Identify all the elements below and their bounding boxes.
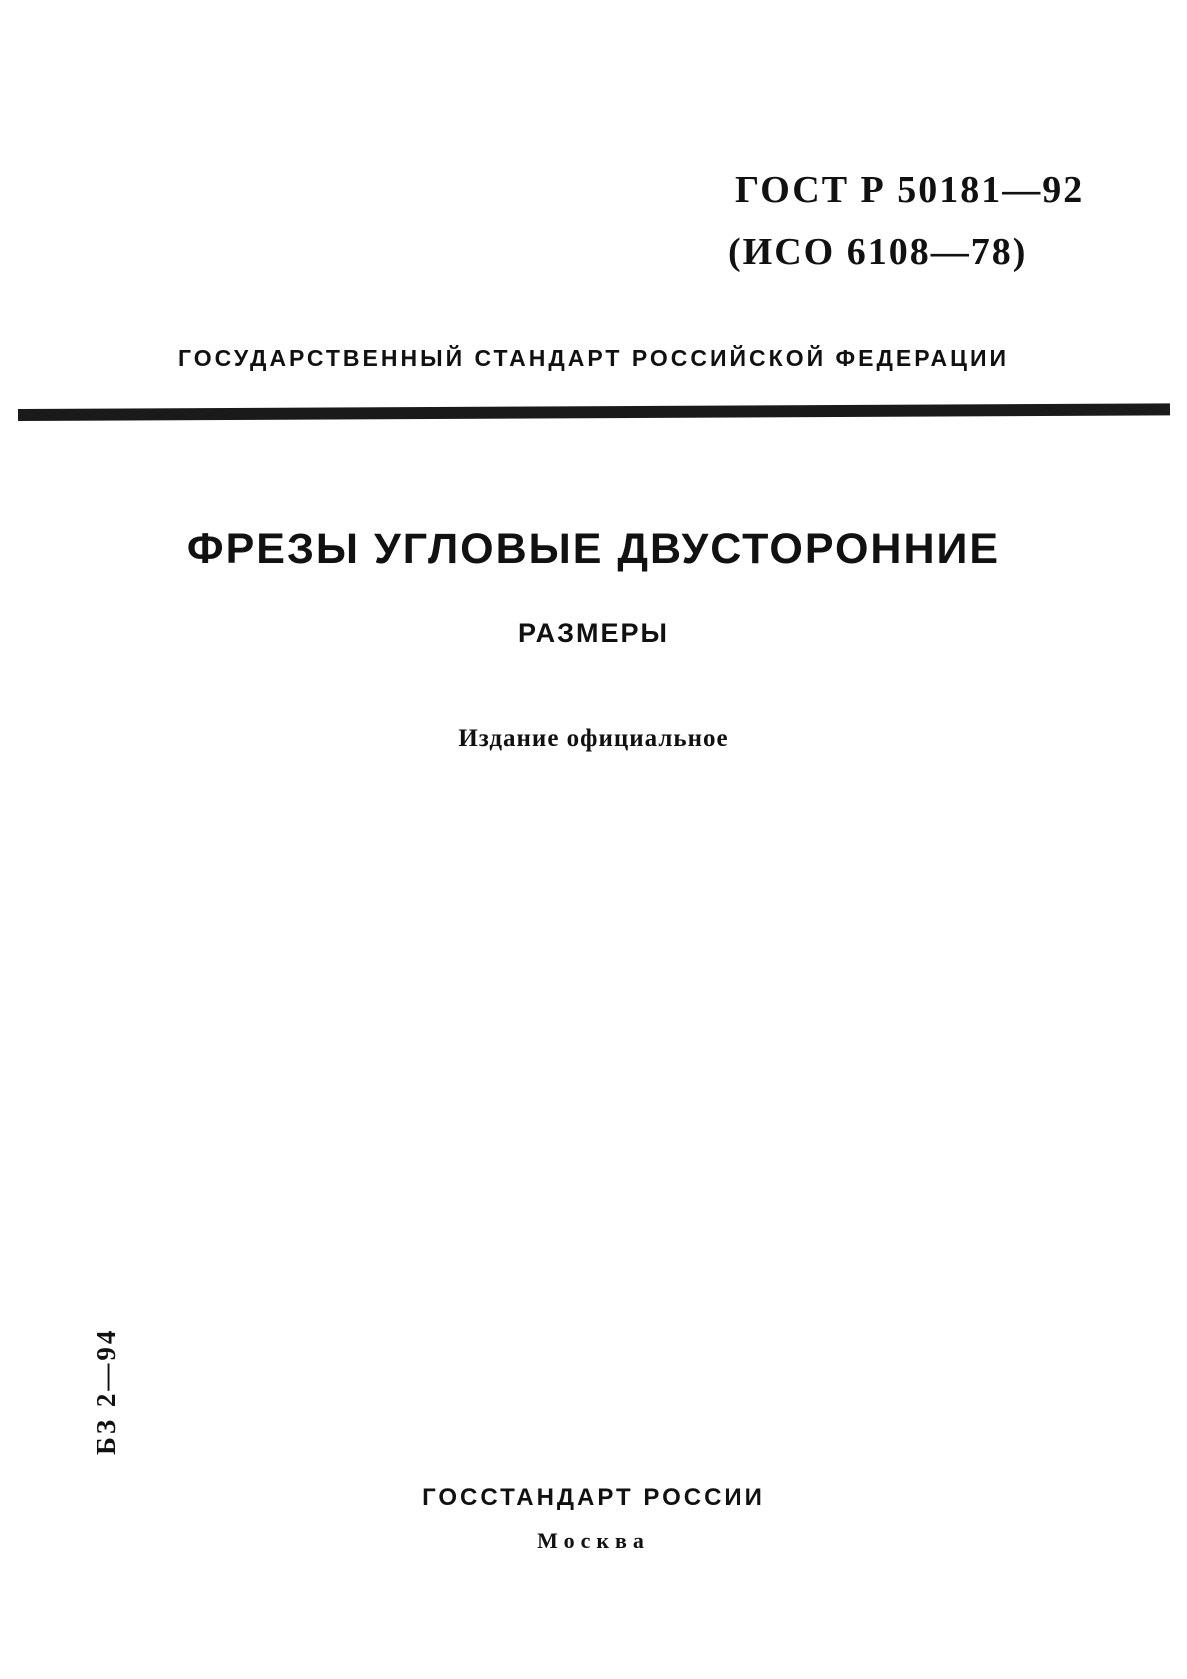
edition-label: Издание официальное bbox=[458, 725, 729, 752]
publisher: ГОССТАНДАРТ РОССИИ bbox=[422, 1484, 765, 1511]
document-subtitle: РАЗМЕРЫ bbox=[518, 618, 669, 648]
side-code: БЗ 2—94 bbox=[91, 1327, 121, 1455]
header-rule bbox=[18, 403, 1170, 421]
document-title: ФРЕЗЫ УГЛОВЫЕ ДВУСТОРОННИЕ bbox=[186, 525, 1001, 573]
document-header: ГОСУДАРСТВЕННЫЙ СТАНДАРТ РОССИЙСКОЙ ФЕДЕРАЦИИ bbox=[177, 345, 1010, 371]
iso-number: (ИСО 6108—78) bbox=[728, 231, 1028, 273]
publication-city: Москва bbox=[537, 1528, 650, 1553]
standard-number: ГОСТ Р 50181—92 bbox=[735, 169, 1085, 211]
